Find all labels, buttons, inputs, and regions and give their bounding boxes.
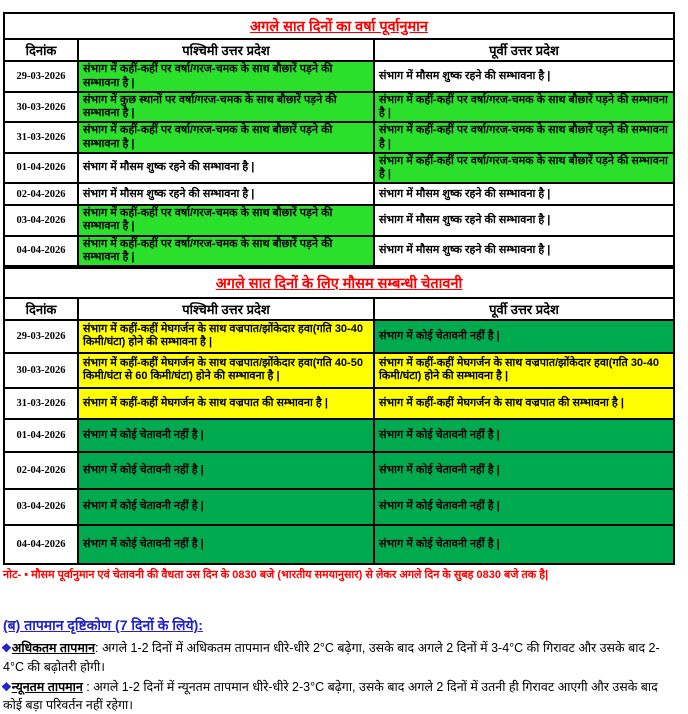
rain-forecast-title-cell (4, 13, 674, 39)
table-header-row (4, 39, 674, 61)
date-cell: 01-04-2026 (4, 153, 78, 183)
east-warning-cell: संभाग में कोई चेतावनी नहीं है | (374, 525, 674, 564)
table-title-row (4, 13, 674, 39)
east-warning-cell: संभाग में कहीं-कहीं मेघगर्जन के साथ वज्रपात की सम्भावना है | (374, 388, 674, 419)
west-warning-cell: संभाग में कहीं-कहीं मेघगर्जन के साथ वज्रपात/झोंकेदार हवा(गति 40-50 किमी/घंटा से 60 किमी/घंटा) होने की सम्भावना है | (78, 353, 374, 388)
east-forecast-cell: संभाग में मौसम शुष्क रहने की सम्भावना है | (374, 205, 674, 235)
date-cell: 02-04-2026 (4, 452, 78, 489)
west-warning-cell: संभाग में कोई चेतावनी नहीं है | (78, 419, 374, 452)
date-cell: 30-03-2026 (4, 353, 78, 388)
date-cell: 02-04-2026 (4, 183, 78, 205)
date-cell: 03-04-2026 (4, 489, 78, 525)
table-row (4, 353, 674, 388)
west-warning-cell: संभाग में कोई चेतावनी नहीं है | (78, 489, 374, 525)
west-forecast-cell: संभाग में कहीं-कहीं पर वर्षा/गरज-चमक के साथ बौछारें पड़ने की सम्भावना है | (78, 205, 374, 235)
west-forecast-cell: संभाग में कहीं-कहीं पर वर्षा/गरज-चमक के साथ बौछारें पड़ने की सम्भावना है | (78, 236, 374, 266)
warning-title: अगले सात दिनों के लिए मौसम सम्बन्धी चेतावनी (215, 275, 463, 292)
date-cell: 30-03-2026 (4, 92, 78, 122)
west-warning-cell: संभाग में कोई चेतावनी नहीं है | (78, 452, 374, 489)
date-cell: 31-03-2026 (4, 388, 78, 419)
min-temperature-label: न्यूनतम तापमान (11, 679, 83, 694)
east-warning-cell: संभाग में कोई चेतावनी नहीं है | (374, 320, 674, 353)
east-warning-cell: संभाग में कोई चेतावनी नहीं है | (374, 419, 674, 452)
table-row (4, 489, 674, 525)
temperature-outlook-heading: (ब) तापमान दृष्टिकोण (7 दिनों के लिये): (3, 617, 203, 634)
date-cell: 29-03-2026 (4, 320, 78, 353)
east-warning-cell: संभाग में कहीं-कहीं मेघगर्जन के साथ वज्रपात/झोंकेदार हवा(गति 30-40 किमी/घंटा) होने की सम्भावना है | (374, 353, 674, 388)
column-header-east-up: पूर्वी उत्तर प्रदेश (374, 298, 674, 320)
table-title-row (4, 268, 674, 298)
table-row (4, 388, 674, 419)
date-cell: 01-04-2026 (4, 419, 78, 452)
min-temperature-text: : अगले 1-2 दिनों में न्यूनतम तापमान धीरे-धीरे 2-3°C बढ़ेगा, उसके बाद अगले 2 दिनों में उतनी ही गिरावट आएगी और उसके बाद कोई बड़ा परिवर्तन नहीं रहेगा। (3, 679, 658, 713)
table-row (4, 525, 674, 564)
min-temperature-bullet (3, 678, 673, 714)
date-cell: 31-03-2026 (4, 122, 78, 152)
max-temperature-label: अधिकतम तापमान (11, 641, 96, 656)
table-row (4, 236, 674, 266)
table-header-row (4, 298, 674, 320)
west-warning-cell: संभाग में कहीं-कहीं मेघगर्जन के साथ वज्रपात की सम्भावना है | (78, 388, 374, 419)
east-forecast-cell: संभाग में कहीं-कहीं पर वर्षा/गरज-चमक के साथ बौछारें पड़ने की सम्भावना है | (374, 153, 674, 183)
west-forecast-cell: संभाग में कुछ स्थानों पर वर्षा/गरज-चमक के साथ बौछारें पड़ने की सम्भावना है | (78, 92, 374, 122)
temperature-outlook-section (3, 616, 673, 714)
west-forecast-cell: संभाग में मौसम शुष्क रहने की सम्भावना है | (78, 153, 374, 183)
east-forecast-cell: संभाग में मौसम शुष्क रहने की सम्भावना है | (374, 61, 674, 92)
rain-forecast-table (3, 12, 675, 267)
column-header-west-up: पश्चिमी उत्तर प्रदेश (78, 39, 374, 61)
east-forecast-cell: संभाग में मौसम शुष्क रहने की सम्भावना है | (374, 236, 674, 266)
table-row (4, 183, 674, 205)
west-forecast-cell: संभाग में कहीं-कहीं पर वर्षा/गरज-चमक के साथ बौछारें पड़ने की सम्भावना है | (78, 61, 374, 92)
diamond-bullet-icon: ❖ (1, 679, 12, 694)
table-row (4, 92, 674, 122)
table-row (4, 61, 674, 92)
table-row (4, 452, 674, 489)
column-header-west-up: पश्चिमी उत्तर प्रदेश (78, 298, 374, 320)
table-row (4, 205, 674, 235)
max-temperature-text: : अगले 1-2 दिनों में अधिकतम तापमान धीरे-धीरे 2°C बढ़ेगा, उसके बाद अगले 2 दिनों में 3-4°C की गिरावट और उसके बाद 2-4°C की बढ़ोतरी होगी। (3, 641, 660, 674)
validity-note: नोट- • मौसम पूर्वानुमान एवं चेतावनी की वैधता उस दिन के 0830 बजे (भारतीय समयानुसार) से लेकर अगले दिन के सुबह 0830 बजे तक है| (3, 568, 549, 581)
east-forecast-cell: संभाग में कहीं-कहीं पर वर्षा/गरज-चमक के साथ बौछारें पड़ने की सम्भावना है | (374, 122, 674, 152)
max-temperature-bullet (3, 639, 673, 676)
table-row (4, 320, 674, 353)
table-row (4, 153, 674, 183)
east-forecast-cell: संभाग में मौसम शुष्क रहने की सम्भावना है | (374, 183, 674, 205)
date-cell: 03-04-2026 (4, 205, 78, 235)
west-warning-cell: संभाग में कहीं-कहीं मेघगर्जन के साथ वज्रपात/झोंकेदार हवा(गति 30-40 किमी/घंटा) होने की सम्भावना है | (78, 320, 374, 353)
rain-forecast-title: अगले सात दिनों का वर्षा पूर्वानुमान (250, 19, 428, 35)
east-warning-cell: संभाग में कोई चेतावनी नहीं है | (374, 452, 674, 489)
diamond-bullet-icon: ❖ (1, 641, 12, 656)
table-row (4, 122, 674, 152)
table-row (4, 419, 674, 452)
west-forecast-cell: संभाग में मौसम शुष्क रहने की सम्भावना है | (78, 183, 374, 205)
west-forecast-cell: संभाग में कहीं-कहीं पर वर्षा/गरज-चमक के साथ बौछारें पड़ने की सम्भावना है | (78, 122, 374, 152)
column-header-east-up: पूर्वी उत्तर प्रदेश (374, 39, 674, 61)
warning-title-cell (4, 268, 674, 298)
weather-warning-table (3, 267, 675, 565)
east-warning-cell: संभाग में कोई चेतावनी नहीं है | (374, 489, 674, 525)
date-cell: 04-04-2026 (4, 236, 78, 266)
date-cell: 29-03-2026 (4, 61, 78, 92)
column-header-date: दिनांक (4, 298, 78, 320)
west-warning-cell: संभाग में कोई चेतावनी नहीं है | (78, 525, 374, 564)
column-header-date: दिनांक (4, 39, 78, 61)
date-cell: 04-04-2026 (4, 525, 78, 564)
east-forecast-cell: संभाग में कहीं-कहीं पर वर्षा/गरज-चमक के साथ बौछारें पड़ने की सम्भावना है | (374, 92, 674, 122)
